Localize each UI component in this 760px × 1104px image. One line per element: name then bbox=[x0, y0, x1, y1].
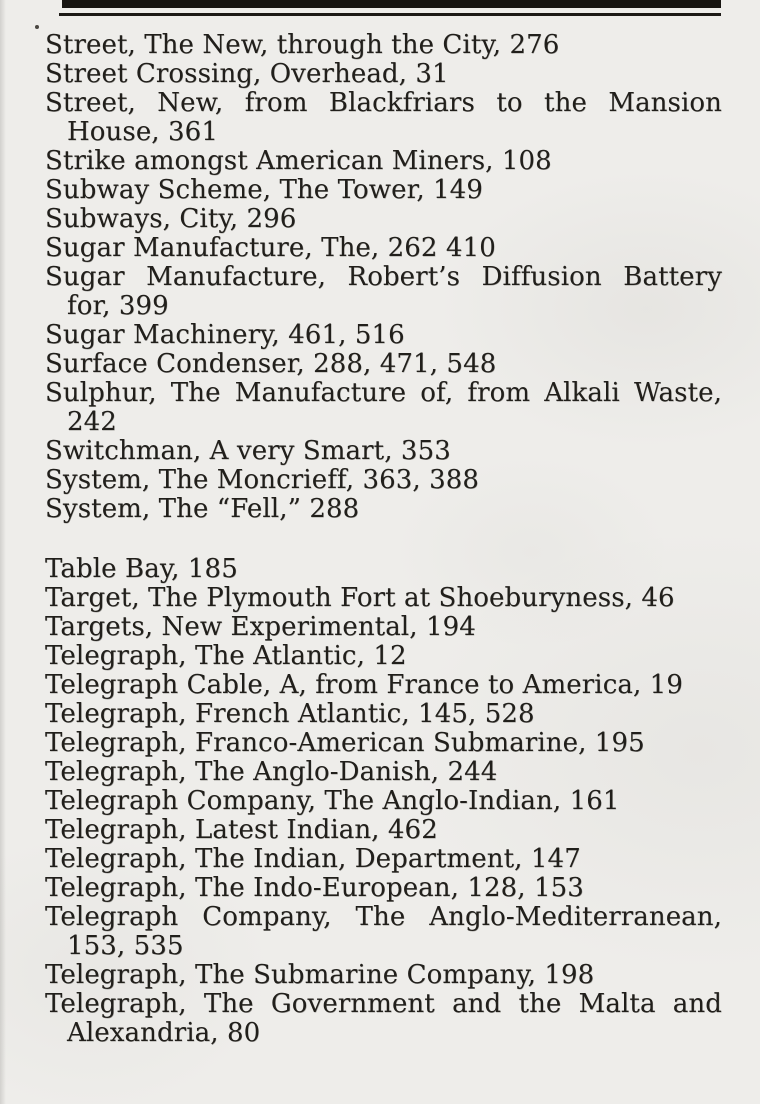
index-entry-line: Telegraph, The Anglo-Danish, 244 bbox=[45, 757, 498, 787]
index-entry-line: Subway Scheme, The Tower, 149 bbox=[45, 175, 483, 205]
index-entry-line: Telegraph, The Submarine Company, 198 bbox=[45, 960, 595, 990]
index-section bbox=[45, 555, 722, 1048]
index-entry-line: 242 bbox=[67, 407, 117, 437]
index-entry-line: House, 361 bbox=[67, 117, 218, 147]
index-entry-line: Surface Condenser, 288, 471, 548 bbox=[45, 349, 497, 379]
index-entry bbox=[45, 874, 722, 903]
index-entry-line: Telegraph Cable, A, from France to America, 19 bbox=[45, 670, 683, 700]
index-entry-line: Street, The New, through the City, 276 bbox=[45, 30, 560, 60]
index-entry-line: Telegraph, The Atlantic, 12 bbox=[45, 641, 407, 671]
index-entry bbox=[45, 205, 722, 234]
index-entry-line: Street Crossing, Overhead, 31 bbox=[45, 59, 449, 89]
index-entry-line: Table Bay, 185 bbox=[45, 554, 238, 584]
index-entry bbox=[45, 903, 722, 961]
index-entry-line: Telegraph, Latest Indian, 462 bbox=[45, 815, 438, 845]
index-entry bbox=[45, 89, 722, 147]
index-entry bbox=[45, 816, 722, 845]
index-entry-line: Targets, New Experimental, 194 bbox=[45, 612, 476, 642]
index-entry bbox=[45, 321, 722, 350]
index-entry-line: Telegraph Company, The Anglo-Indian, 161 bbox=[45, 786, 620, 816]
index-entry bbox=[45, 555, 722, 584]
index-entry-line: System, The “Fell,” 288 bbox=[45, 494, 360, 524]
index-entry bbox=[45, 147, 722, 176]
ink-speck bbox=[35, 25, 39, 29]
index-entry bbox=[45, 961, 722, 990]
index-entry bbox=[45, 787, 722, 816]
index-entry-line: Subways, City, 296 bbox=[45, 204, 297, 234]
index-entry-line: Street, New, from Blackfriars to the Mansion bbox=[45, 88, 722, 118]
index-entry bbox=[45, 234, 722, 263]
index-entry-line: Telegraph, Franco-American Submarine, 195 bbox=[45, 728, 645, 758]
index-entry bbox=[45, 671, 722, 700]
index-entry bbox=[45, 584, 722, 613]
index-entry bbox=[45, 60, 722, 89]
index-entry bbox=[45, 379, 722, 437]
index-entry-line: Sulphur, The Manufacture of, from Alkali Waste, bbox=[45, 378, 722, 408]
index-entry-line: for, 399 bbox=[67, 291, 169, 321]
index-entry bbox=[45, 642, 722, 671]
index-entry-line: Telegraph, The Indian, Department, 147 bbox=[45, 844, 581, 874]
index-entry bbox=[45, 350, 722, 379]
index-entry-line: Alexandria, 80 bbox=[67, 1018, 261, 1048]
index-entry bbox=[45, 700, 722, 729]
index-entry-line: System, The Moncrieff, 363, 388 bbox=[45, 465, 480, 495]
index-section bbox=[45, 31, 722, 524]
index-entry-line: Telegraph Company, The Anglo-Mediterranean, bbox=[45, 902, 722, 932]
index-entry bbox=[45, 176, 722, 205]
header-rule-thick bbox=[62, 0, 721, 8]
index-entry bbox=[45, 31, 722, 60]
index-entry bbox=[45, 263, 722, 321]
index-entry-line: Target, The Plymouth Fort at Shoeburyness, 46 bbox=[45, 583, 675, 613]
index-entry-line: Strike amongst American Miners, 108 bbox=[45, 146, 552, 176]
index-entry-line: Sugar Manufacture, Robert’s Diffusion Battery bbox=[45, 262, 722, 292]
index-entry bbox=[45, 845, 722, 874]
index-entry-line: Telegraph, French Atlantic, 145, 528 bbox=[45, 699, 535, 729]
index-entry bbox=[45, 466, 722, 495]
index-entry bbox=[45, 613, 722, 642]
index-entry-line: Switchman, A very Smart, 353 bbox=[45, 436, 451, 466]
index-entry-line: Telegraph, The Indo-European, 128, 153 bbox=[45, 873, 584, 903]
header-rule-thin bbox=[59, 13, 721, 16]
index-entry-line: 153, 535 bbox=[67, 931, 184, 961]
index-entry-line: Sugar Manufacture, The, 262 410 bbox=[45, 233, 496, 263]
index-entry bbox=[45, 990, 722, 1048]
index-list bbox=[45, 31, 722, 1048]
index-entry-line: Sugar Machinery, 461, 516 bbox=[45, 320, 405, 350]
index-entry bbox=[45, 495, 722, 524]
index-entry bbox=[45, 437, 722, 466]
index-entry bbox=[45, 758, 722, 787]
index-entry-line: Telegraph, The Government and the Malta and bbox=[45, 989, 722, 1019]
index-entry bbox=[45, 729, 722, 758]
